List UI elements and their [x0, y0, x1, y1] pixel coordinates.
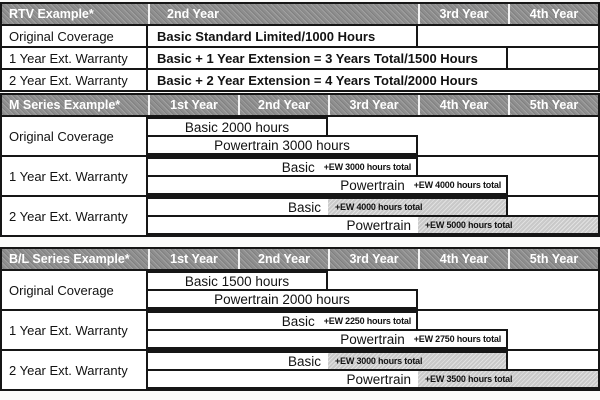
- bar-label: Powertrain: [340, 331, 405, 347]
- header-cell-4th-year: 4th Year: [418, 249, 508, 269]
- coverage-bar: Basic + 1 Year Extension = 3 Years Total/1500 Hours: [148, 48, 508, 68]
- rtv-row-2yr-ext: [2, 68, 598, 90]
- header-cell-3rd-year: 3rd Year: [328, 95, 418, 115]
- m-row-2yr-ext: [2, 195, 598, 235]
- extension-shaded-segment: [418, 217, 598, 233]
- header-cell-3rd-year: 3rd Year: [418, 4, 508, 24]
- extension-shaded-segment: [328, 199, 506, 215]
- powertrain-coverage-bar: [148, 369, 598, 389]
- powertrain-coverage-bar: Powertrain 3000 hours: [148, 135, 418, 155]
- header-cell-3rd-year: 3rd Year: [328, 249, 418, 269]
- powertrain-coverage-bar: Powertrain 2000 hours: [148, 289, 418, 309]
- ew-total-label: +EW 3000 hours total: [335, 356, 423, 366]
- m-series-example-table: [0, 93, 600, 237]
- header-cell-1st-year: 1st Year: [148, 95, 238, 115]
- header-cell-5th-year: 5th Year: [508, 249, 598, 269]
- m-series-table-title: M Series Example*: [9, 98, 121, 112]
- basic-coverage-bar: [148, 351, 508, 371]
- row-label: 2 Year Ext. Warranty: [2, 351, 148, 389]
- ew-total-label: +EW 4000 hours total: [335, 202, 423, 212]
- rtv-table-header: [2, 4, 598, 24]
- ew-total-label: +EW 3500 hours total: [425, 374, 513, 384]
- header-cell-2nd-year: 2nd Year: [148, 4, 418, 24]
- powertrain-coverage-bar: [148, 215, 598, 235]
- basic-coverage-bar: [148, 157, 418, 177]
- bl-row-2yr-ext: [2, 349, 598, 389]
- ew-total-label: +EW 4000 hours total: [413, 180, 501, 190]
- extension-shaded-segment: [418, 371, 598, 387]
- bar-label: Powertrain: [346, 371, 411, 387]
- bar-label: Basic: [281, 159, 315, 175]
- ew-total-label: +EW 2250 hours total: [323, 316, 411, 326]
- row-label: Original Coverage: [2, 26, 148, 46]
- row-label: 1 Year Ext. Warranty: [2, 157, 148, 195]
- header-cell-2nd-year: 2nd Year: [238, 249, 328, 269]
- extension-shaded-segment: [328, 353, 506, 369]
- bl-row-1yr-ext: [2, 309, 598, 349]
- row-label: 1 Year Ext. Warranty: [2, 48, 148, 68]
- bar-label: Basic: [281, 313, 315, 329]
- bl-row-original-coverage: [2, 269, 598, 309]
- basic-coverage-bar: Basic 1500 hours: [148, 271, 328, 291]
- basic-coverage-bar: Basic 2000 hours: [148, 117, 328, 137]
- rtv-example-table: [0, 2, 600, 92]
- ew-total-label: +EW 3000 hours total: [323, 162, 411, 172]
- rtv-row-original-coverage: [2, 24, 598, 46]
- bl-series-example-table: [0, 247, 600, 391]
- m-series-table-header: [2, 95, 598, 115]
- header-cell-1st-year: 1st Year: [148, 249, 238, 269]
- row-label: Original Coverage: [2, 271, 148, 309]
- bar-label: Powertrain: [346, 217, 411, 233]
- ew-total-label: +EW 2750 hours total: [413, 334, 501, 344]
- basic-coverage-bar: [148, 197, 508, 217]
- bar-label: Basic: [287, 353, 321, 369]
- coverage-bar: Basic + 2 Year Extension = 4 Years Total/2000 Hours: [157, 72, 478, 88]
- ew-total-label: +EW 5000 hours total: [425, 220, 513, 230]
- bl-series-table-title: B/L Series Example*: [9, 252, 130, 266]
- rtv-row-1yr-ext: [2, 46, 598, 68]
- m-row-1yr-ext: [2, 155, 598, 195]
- bar-label: Basic: [287, 199, 321, 215]
- rtv-table-title: RTV Example*: [9, 7, 94, 21]
- row-label: 2 Year Ext. Warranty: [2, 197, 148, 235]
- bl-series-table-header: [2, 249, 598, 269]
- m-row-original-coverage: [2, 115, 598, 155]
- row-label: 2 Year Ext. Warranty: [2, 70, 148, 90]
- basic-coverage-bar: [148, 311, 418, 331]
- header-cell-4th-year: 4th Year: [418, 95, 508, 115]
- powertrain-coverage-bar: [148, 175, 508, 195]
- header-cell-5th-year: 5th Year: [508, 95, 598, 115]
- row-label: Original Coverage: [2, 117, 148, 155]
- powertrain-coverage-bar: [148, 329, 508, 349]
- bar-label: Powertrain: [340, 177, 405, 193]
- coverage-bar: Basic Standard Limited/1000 Hours: [148, 26, 418, 46]
- row-label: 1 Year Ext. Warranty: [2, 311, 148, 349]
- header-cell-4th-year: 4th Year: [508, 4, 598, 24]
- header-cell-2nd-year: 2nd Year: [238, 95, 328, 115]
